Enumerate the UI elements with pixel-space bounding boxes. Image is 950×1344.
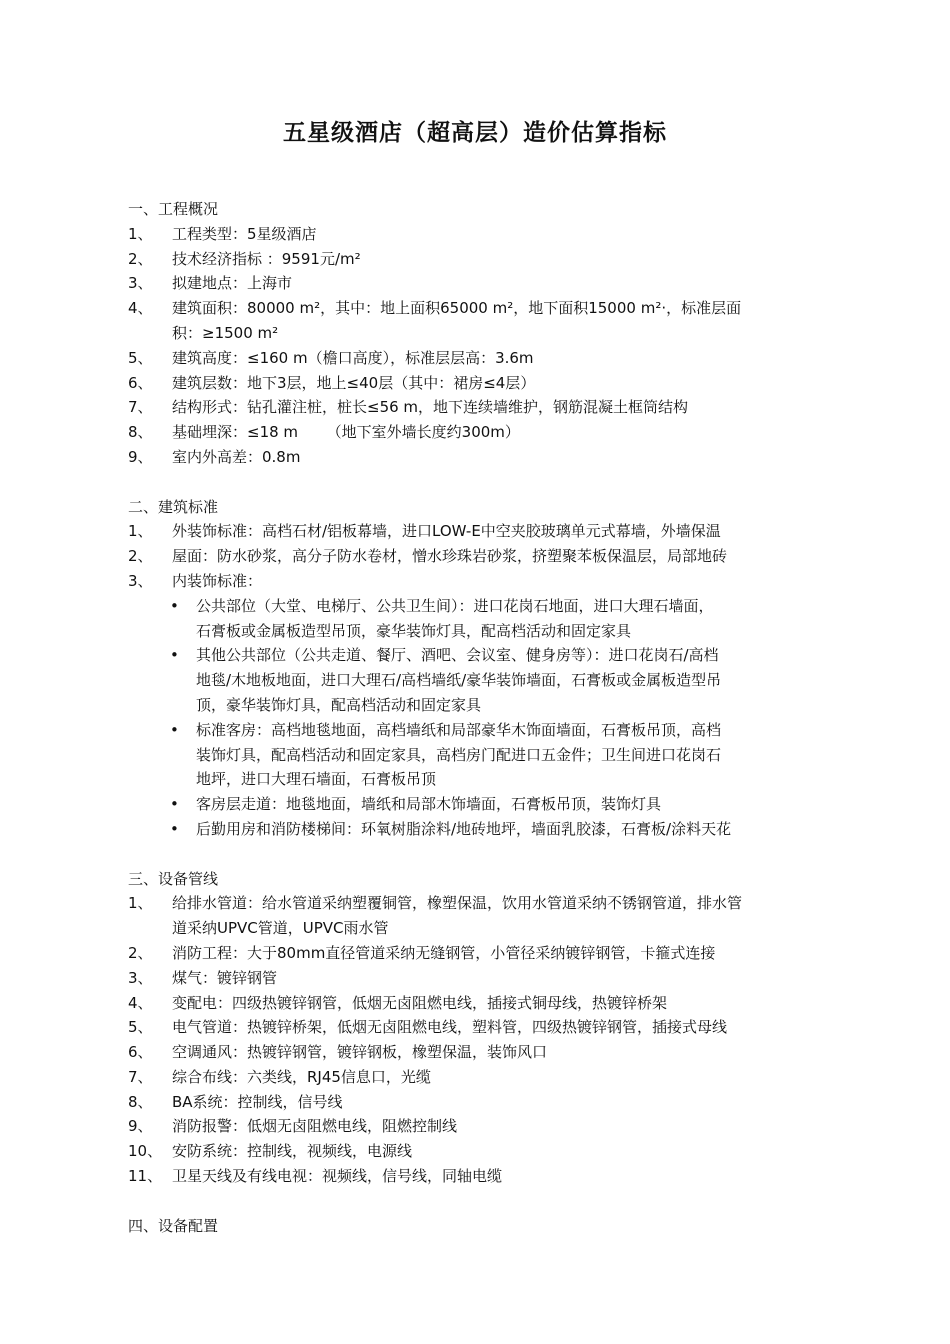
item-number: 2、 [128,943,153,962]
list-item [128,420,828,445]
item-text: 基础埋深：≤18 m （地下室外墙长度约300m） [172,423,520,442]
equipment-list [128,891,828,1189]
list-item [128,1139,828,1164]
section-heading-equipment-config: 四、设备配置 [128,1216,219,1235]
bullet-item [170,792,828,817]
list-item [128,371,828,396]
list-item [128,569,828,594]
overview-list [128,222,828,470]
standards-list [128,519,828,593]
item-number: 7、 [128,398,153,417]
item-text: 煤气：镀锌钢管 [172,968,278,987]
list-item [128,1040,828,1065]
list-item [128,346,828,371]
item-text: 技术经济指标 ：9591元/m² [172,249,361,268]
item-text: 外装饰标准：高档石材/铝板幕墙，进口LOW-E中空夹胶玻璃单元式幕墙，外墙保温 [172,522,721,541]
list-item [128,891,828,916]
item-text: 空调通风：热镀锌钢管，镀锌钢板，橡塑保温，装饰风口 [172,1043,548,1062]
item-number: 2、 [128,249,153,268]
item-number: 3、 [128,571,153,590]
item-continuation: 道采纳UPVC管道，UPVC雨水管 [172,919,389,938]
item-text: 内装饰标准： [172,571,263,590]
section-spacer [128,470,828,495]
bullet-text-line: 顶，豪华装饰灯具，配高档活动和固定家具 [196,695,482,714]
list-item [128,544,828,569]
item-text: 变配电：四级热镀锌钢管，低烟无卤阻燃电线，插接式铜母线，热镀锌桥架 [172,993,668,1012]
item-text: 安防系统：控制线，视频线，电源线 [172,1142,413,1161]
bullet-icon: • [170,795,179,814]
section-heading-overview: 一、工程概况 [128,200,219,218]
bullet-text-line: 公共部位（大堂、电梯厅、公共卫生间）：进口花岗石地面，进口大理石墙面， [196,596,714,615]
page-title: 五星级酒店（超高层）造价估算指标 [283,120,667,146]
bullet-text-line: 后勤用房和消防楼梯间：环氧树脂涂料/地砖地坪，墙面乳胶漆，石膏板/涂料天花 [196,819,732,838]
list-item [128,445,828,470]
item-text: 消防工程：大于80mm直径管道采纳无缝钢管，小管径采纳镀锌钢管，卡箍式连接 [172,943,716,962]
item-number: 2、 [128,547,153,566]
list-item [128,991,828,1016]
bullet-text-line: 地坪，进口大理石墙面，石膏板吊顶 [196,770,437,789]
bullet-item [170,594,828,644]
list-item [128,1164,828,1189]
list-item [128,395,828,420]
item-text: 消防报警：低烟无卤阻燃电线，阻燃控制线 [172,1117,458,1136]
bullet-text-line: 客房层走道：地毯地面，墙纸和局部木饰墙面，石膏板吊顶，装饰灯具 [196,795,662,814]
list-item [128,1114,828,1139]
list-item [128,296,828,321]
list-item [128,271,828,296]
list-item [128,1090,828,1115]
bullet-icon: • [170,819,179,838]
item-text: 结构形式：钻孔灌注桩，桩长≤56 m，地下连续墙维护，钢筋混凝土框筒结构 [172,398,689,417]
item-number: 4、 [128,299,153,318]
item-number: 6、 [128,373,153,392]
list-item [128,966,828,991]
item-text: 建筑层数：地下3层，地上≤40层（其中：裙房≤4层） [172,373,536,392]
item-number: 4、 [128,993,153,1012]
item-text: BA系统：控制线，信号线 [172,1092,343,1111]
item-text: 屋面：防水砂浆，高分子防水卷材，憎水珍珠岩砂浆，挤塑聚苯板保温层，局部地砖 [172,547,728,566]
section-spacer [128,1189,828,1214]
item-number: 10、 [128,1142,167,1161]
section-spacer [128,842,828,867]
item-text: 综合布线：六类线，RJ45信息口，光缆 [172,1067,431,1086]
item-text: 建筑面积：80000 m²，其中：地上面积65000 m²，地下面积15000 m²·，标准层面 [172,299,742,318]
item-number: 8、 [128,423,153,442]
item-text: 建筑高度：≤160 m（檐口高度），标准层层高：3.6m [172,348,534,367]
list-item [128,519,828,544]
bullet-item [170,817,828,842]
bullet-item [170,718,828,792]
interior-bullet-list [170,594,828,842]
bullet-text-line: 石膏板或金属板造型吊顶，豪华装饰灯具，配高档活动和固定家具 [196,621,632,640]
list-item [128,222,828,247]
item-text: 电气管道：热镀锌桥架，低烟无卤阻燃电线，塑料管，四级热镀锌钢管，插接式母线 [172,1018,728,1037]
bullet-item [170,643,828,717]
list-item [128,1015,828,1040]
bullet-text-line: 地毯/木地板地面，进口大理石/高档墙纸/豪华装饰墙面，石膏板或金属板造型吊 [196,671,722,690]
bullet-icon: • [170,720,179,739]
item-number: 6、 [128,1043,153,1062]
bullet-text-line: 标准客房：高档地毯地面，高档墙纸和局部豪华木饰面墙面，石膏板吊顶，高档 [196,720,722,739]
item-number: 8、 [128,1092,153,1111]
item-text: 室内外高差：0.8m [172,447,301,466]
item-number: 5、 [128,348,153,367]
document-body [128,197,828,1238]
bullet-text-line: 其他公共部位（公共走道、餐厅、酒吧、会议室、健身房等）：进口花岗石/高档 [196,646,719,665]
list-item [128,941,828,966]
bullet-text-line: 装饰灯具，配高档活动和固定家具，高档房门配进口五金件；卫生间进口花岗石 [196,745,722,764]
item-number: 7、 [128,1067,153,1086]
list-item [128,1065,828,1090]
item-number: 3、 [128,968,153,987]
item-text: 拟建地点：上海市 [172,274,293,293]
section-heading-standards: 二、建筑标准 [128,497,219,516]
item-text: 卫星天线及有线电视：视频线，信号线，同轴电缆 [172,1167,503,1186]
list-item [128,247,828,272]
item-number: 1、 [128,224,153,243]
item-number: 9、 [128,447,153,466]
bullet-icon: • [170,646,179,665]
item-text: 工程类型：5星级酒店 [172,224,317,243]
item-text: 给排水管道：给水管道采纳塑覆铜管，橡塑保温，饮用水管道采纳不锈钢管道，排水管 [172,894,743,913]
item-number: 1、 [128,522,153,541]
bullet-icon: • [170,596,179,615]
item-continuation: 积：≥1500 m² [172,323,279,342]
item-number: 11、 [128,1167,167,1186]
item-number: 3、 [128,274,153,293]
item-number: 1、 [128,894,153,913]
section-heading-equipment-pipelines: 三、设备管线 [128,869,219,888]
item-number: 9、 [128,1117,153,1136]
item-number: 5、 [128,1018,153,1037]
